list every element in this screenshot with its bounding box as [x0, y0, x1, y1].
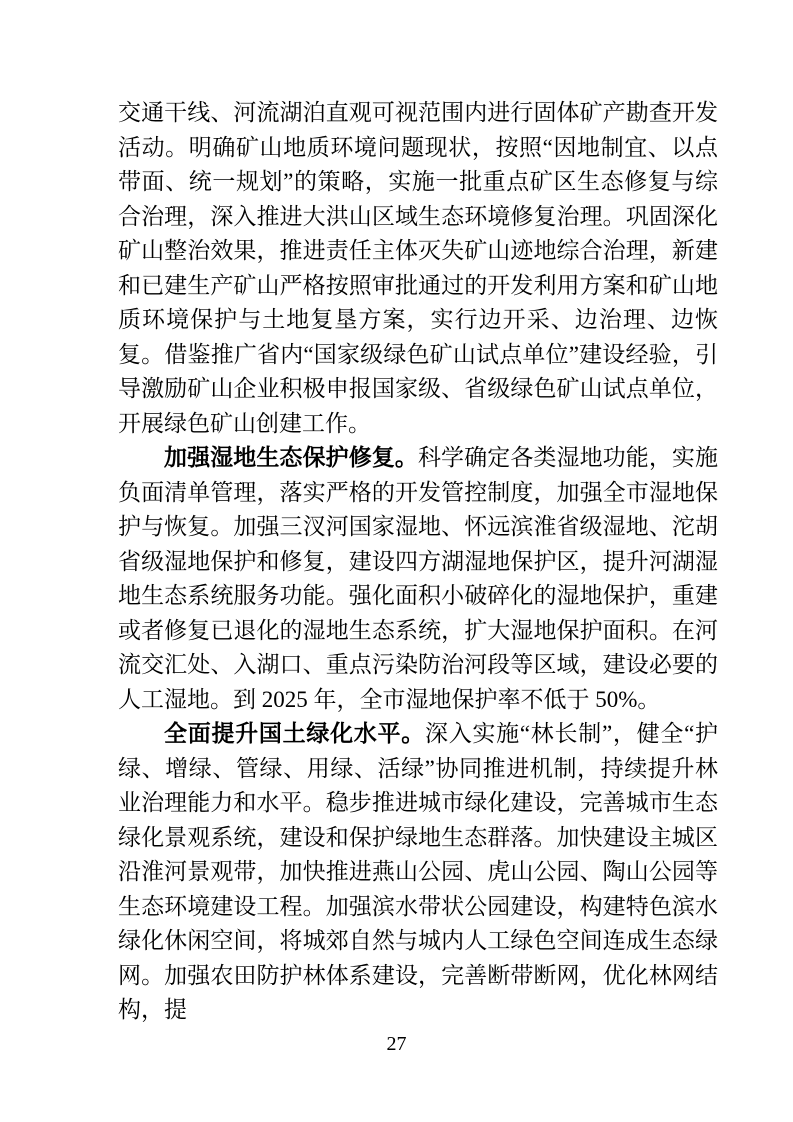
paragraph-wetland-protection [118, 441, 718, 717]
paragraph-land-greening [118, 717, 718, 1028]
paragraph-lead: 加强湿地生态保护修复。 [164, 445, 418, 470]
paragraph-lead: 全面提升国土绿化水平。 [164, 721, 425, 746]
page-number: 27 [386, 1033, 407, 1055]
paragraph-body: 深入实施“林长制”，健全“护绿、增绿、管绿、用绿、活绿”协同推进机制，持续提升林业治理能力和水平。稳步推进城市绿化建设，完善城市生态绿化景观系统，建设和保护绿地生态群落。加快建设主城区沿淮河景观带，加快推进燕山公园、虎山公园、陶山公园等生态环境建设工程。加强滨水带状公园建设，构建特色滨水绿化休闲空间，将城郊自然与城内人工绿色空间连成生态绿网。加强农田防护林体系建设，完善断带断网，优化林网结构，提 [118, 721, 718, 1022]
page-body-text [118, 96, 718, 1028]
paragraph-body: 交通干线、河流湖泊直观可视范围内进行固体矿产勘查开发活动。明确矿山地质环境问题现状，按照“因地制宜、以点带面、统一规划”的策略，实施一批重点矿区生态修复与综合治理，深入推进大洪山区域生态环境修复治理。巩固深化矿山整治效果，推进责任主体灭失矿山迹地综合治理，新建和已建生产矿山严格按照审批通过的开发利用方案和矿山地质环境保护与土地复垦方案，实行边开采、边治理、边恢复。借鉴推广省内“国家级绿色矿山试点单位”建设经验，引导激励矿山企业积极申报国家级、省级绿色矿山试点单位，开展绿色矿山创建工作。 [118, 100, 718, 436]
paragraph-mine-restoration [118, 96, 718, 441]
paragraph-body: 科学确定各类湿地功能，实施负面清单管理，落实严格的开发管控制度，加强全市湿地保护与恢复。加强三汊河国家湿地、怀远滨淮省级湿地、沱胡省级湿地保护和修复，建设四方湖湿地保护区，提升河湖湿地生态系统服务功能。强化面积小破碎化的湿地保护，重建或者修复已退化的湿地生态系统，扩大湿地保护面积。在河流交汇处、入湖口、重点污染防治河段等区域，建设必要的人工湿地。到 2025 年，全市湿地保护率不低于 50%。 [118, 445, 719, 712]
